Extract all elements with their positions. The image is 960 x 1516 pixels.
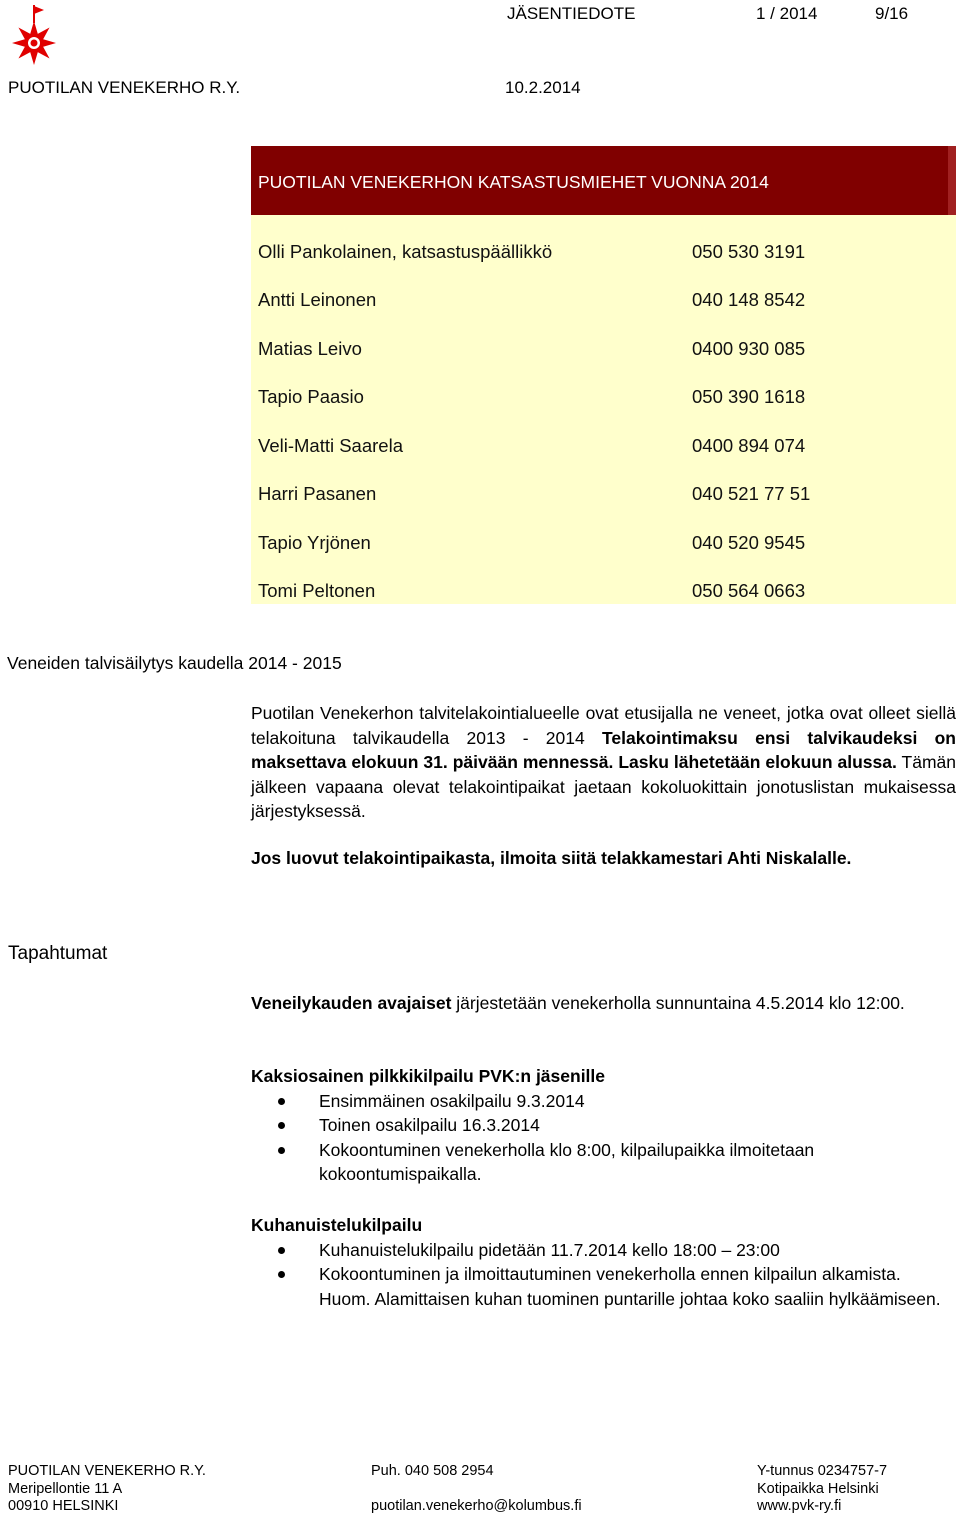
inspector-name: Tomi Peltonen <box>258 580 376 601</box>
inspector-phone: 040 521 77 51 <box>692 483 811 504</box>
inspector-name: Tapio Paasio <box>258 386 364 407</box>
season-opening-title: Veneilykauden avajaiset <box>251 993 452 1013</box>
ice-fishing-title: Kaksiosainen pilkkikilpailu PVK:n jäsenille <box>251 1066 606 1086</box>
events-heading: Tapahtumat <box>8 943 108 964</box>
ice-fishing-list <box>251 1089 956 1187</box>
list-item: Kuhanuistelukilpailu pidetään 11.7.2014 kello 18:00 – 23:00 <box>251 1238 956 1263</box>
list-item: Kokoontuminen ja ilmoittautuminen venekerholla ennen kilpailun alkamista. <box>251 1262 956 1287</box>
bullet-icon <box>278 1122 285 1129</box>
inspector-name: Veli-Matti Saarela <box>258 435 403 456</box>
zander-trolling-note: Huom. Alamittaisen kuhan tuominen puntarille johtaa koko saaliin hylkäämiseen. <box>319 1288 941 1309</box>
inspector-phone: 050 530 3191 <box>692 241 806 262</box>
footer-business-id: Y-tunnus 0234757-7 <box>757 1463 888 1479</box>
document-date: 10.2.2014 <box>505 78 581 97</box>
footer-club-name: PUOTILAN VENEKERHO R.Y. <box>8 1463 206 1479</box>
bullet-icon <box>278 1271 285 1278</box>
season-opening-text: järjestetään venekerholla sunnuntaina 4.5.2014 klo 12:00. <box>451 993 905 1013</box>
footer-email[interactable]: puotilan.venekerho@kolumbus.fi <box>371 1498 582 1514</box>
season-opening-event <box>251 991 956 1016</box>
ice-fishing-event <box>251 1064 956 1187</box>
zander-trolling-event <box>251 1213 956 1311</box>
list-item: Kokoontuminen venekerholla klo 8:00, kilpailupaikka ilmoitetaan kokoontumispaikalla. <box>251 1138 956 1187</box>
issue-number: 1 / 2014 <box>756 4 818 23</box>
inspector-name: Matias Leivo <box>258 338 362 359</box>
inspector-phone: 050 564 0663 <box>692 580 806 601</box>
storage-notice: Jos luovut telakointipaikasta, ilmoita siitä telakkamestari Ahti Niskalalle. <box>251 848 852 868</box>
page-number: 9/16 <box>875 4 909 23</box>
inspector-name: Antti Leinonen <box>258 289 377 310</box>
bullet-icon <box>278 1147 285 1154</box>
footer-phone: Puh. 040 508 2954 <box>371 1463 494 1479</box>
storage-heading: Veneiden talvisäilytys kaudella 2014 - 2015 <box>7 653 342 673</box>
footer-domicile: Kotipaikka Helsinki <box>757 1480 879 1497</box>
footer-street: Meripellontie 11 A <box>8 1480 123 1497</box>
footer-website[interactable]: www.pvk-ry.fi <box>757 1498 842 1514</box>
bullet-icon <box>278 1098 285 1105</box>
zander-trolling-list <box>251 1238 956 1287</box>
footer-contact <box>371 1463 582 1516</box>
inspector-name: Tapio Yrjönen <box>258 532 371 553</box>
footer-registry <box>757 1463 887 1516</box>
club-logo-icon <box>6 3 62 71</box>
inspector-name: Harri Pasanen <box>258 483 377 504</box>
club-name: PUOTILAN VENEKERHO R.Y. <box>8 78 241 97</box>
bullet-icon <box>278 1247 285 1254</box>
inspector-phone: 0400 894 074 <box>692 435 806 456</box>
storage-paragraph <box>251 701 956 824</box>
inspector-phone: 0400 930 085 <box>692 338 806 359</box>
inspector-name: Olli Pankolainen, katsastuspäällikkö <box>258 241 553 262</box>
storage-text-fee: Telakointimaksu ensi talvikaudeksi on maksettava elokuun 31. päivään mennessä. Lasku lähetetään elokuun alussa. <box>251 727 956 772</box>
list-item: Toinen osakilpailu 16.3.2014 <box>251 1113 956 1138</box>
inspector-phone: 040 148 8542 <box>692 289 806 310</box>
footer-city: 00910 HELSINKI <box>8 1498 119 1514</box>
storage-text-intro: Puotilan Venekerhon talvitelakointialueelle ovat etusijalla ne veneet, jotka ovat olleet siellä telakoituna talvikaudella 2013 - 2014 <box>251 703 956 748</box>
list-item: Ensimmäinen osakilpailu 9.3.2014 <box>251 1089 956 1114</box>
inspector-phone: 050 390 1618 <box>692 386 806 407</box>
storage-text-queue: Tämän jälkeen vapaana olevat telakointipaikat jaetaan kokoluokittain jonotuslistan mukaisessa järjestyksessä. <box>251 752 956 821</box>
inspectors-title: PUOTILAN VENEKERHON KATSASTUSMIEHET VUONNA 2014 <box>258 172 769 192</box>
footer-blank <box>371 1481 582 1499</box>
footer-address <box>8 1463 206 1516</box>
zander-trolling-title: Kuhanuistelukilpailu <box>251 1215 423 1235</box>
document-title: JÄSENTIEDOTE <box>507 4 636 23</box>
inspector-phone: 040 520 9545 <box>692 532 806 553</box>
